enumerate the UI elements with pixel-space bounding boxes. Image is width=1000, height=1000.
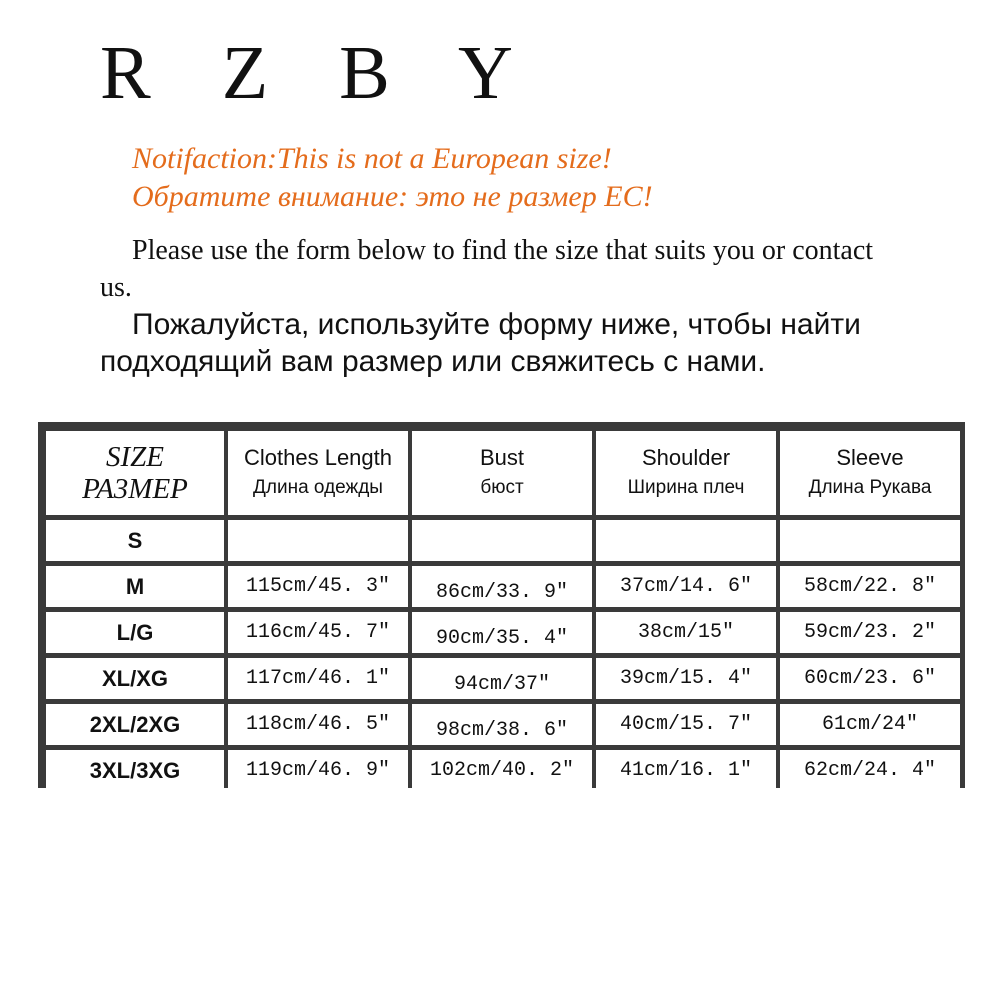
size-cell: [46, 750, 224, 791]
table-header-row: [46, 431, 960, 515]
table-row: [46, 750, 960, 791]
column-header-length: [228, 431, 408, 515]
bust-value: 90cm/35. 4": [435, 627, 569, 650]
value-cell: [596, 520, 776, 561]
size-label: L/G: [116, 619, 154, 645]
size-cell: [46, 566, 224, 607]
notice-russian: Обратите внимание: это не размер ЕС!: [132, 180, 653, 213]
column-header-shoulder: [596, 431, 776, 515]
shoulder-value: 37cm/14. 6": [619, 575, 753, 598]
value-cell: [780, 612, 960, 653]
sleeve-value: 59cm/23. 2": [803, 621, 937, 644]
value-cell: [596, 612, 776, 653]
size-table: [42, 426, 964, 796]
size-label: M: [125, 573, 145, 599]
value-cell: [596, 658, 776, 699]
bust-value: 86cm/33. 9": [435, 581, 569, 604]
shoulder-value: 41cm/16. 1": [619, 759, 753, 782]
value-cell: [228, 566, 408, 607]
value-cell: [228, 612, 408, 653]
value-cell: [780, 566, 960, 607]
column-header-ru: Ширина плеч: [627, 477, 745, 498]
size-header-cell: [46, 431, 224, 515]
column-header-ru: Длина Рукава: [808, 477, 932, 498]
value-cell: [596, 704, 776, 745]
value-cell: [228, 750, 408, 791]
size-label: 3XL/3XG: [89, 757, 181, 783]
size-cell: [46, 658, 224, 699]
value-cell: [596, 750, 776, 791]
size-label: S: [127, 527, 143, 553]
value-cell: [228, 520, 408, 561]
value-cell: [780, 658, 960, 699]
value-cell: [412, 566, 592, 607]
column-header-bust: [412, 431, 592, 515]
size-cell: [46, 520, 224, 561]
column-header-en: Sleeve: [836, 445, 904, 470]
value-cell: [228, 658, 408, 699]
column-header-ru: бюст: [480, 477, 524, 498]
notice-english: Notifaction:This is not a European size!: [132, 142, 612, 175]
shoulder-value: 38cm/15": [637, 621, 734, 644]
sleeve-value: 58cm/22. 8": [803, 575, 937, 598]
size-cell: [46, 612, 224, 653]
instructions-russian: Пожалуйста, используйте форму ниже, чтобы найти подходящий вам размер или свяжитесь с нами.: [100, 308, 861, 378]
sleeve-value: 62cm/24. 4": [803, 759, 937, 782]
length-value: 118cm/46. 5": [245, 713, 391, 736]
bust-value: 102cm/40. 2": [429, 759, 575, 782]
size-label: 2XL/2XG: [89, 711, 181, 737]
brand-logo: R Z B Y: [100, 31, 539, 115]
value-cell: [228, 704, 408, 745]
length-value: 116cm/45. 7": [245, 621, 391, 644]
value-cell: [412, 520, 592, 561]
instructions-english: Please use the form below to find the size that suits you or contact us.: [100, 235, 874, 303]
value-cell: [596, 566, 776, 607]
size-cell: [46, 704, 224, 745]
value-cell: [412, 750, 592, 791]
shoulder-value: 39cm/15. 4": [619, 667, 753, 690]
length-value: 119cm/46. 9": [245, 759, 391, 782]
column-header-sleeve: [780, 431, 960, 515]
size-header-en: SIZE: [106, 441, 164, 473]
value-cell: [780, 750, 960, 791]
size-chart: [38, 422, 965, 788]
length-value: 117cm/46. 1": [245, 667, 391, 690]
column-header-en: Shoulder: [641, 445, 731, 470]
column-header-ru: Длина одежды: [253, 477, 383, 498]
value-cell: [780, 704, 960, 745]
table-row: [46, 658, 960, 699]
size-label: XL/XG: [101, 665, 168, 691]
column-header-en: Bust: [479, 445, 525, 470]
sleeve-value: 60cm/23. 6": [803, 667, 937, 690]
size-header-ru: PA3MEP: [82, 473, 188, 505]
size-notice: [132, 140, 653, 216]
sleeve-value: 61cm/24": [821, 713, 918, 736]
table-row: [46, 612, 960, 653]
table-row: [46, 704, 960, 745]
value-cell: [780, 520, 960, 561]
column-header-en: Clothes Length: [244, 445, 392, 470]
length-value: 115cm/45. 3": [245, 575, 391, 598]
table-row: [46, 520, 960, 561]
bust-value: 98cm/38. 6": [435, 719, 569, 742]
value-cell: [412, 658, 592, 699]
bust-value: 94cm/37": [453, 673, 550, 696]
value-cell: [412, 704, 592, 745]
value-cell: [412, 612, 592, 653]
shoulder-value: 40cm/15. 7": [619, 713, 753, 736]
table-row: [46, 566, 960, 607]
